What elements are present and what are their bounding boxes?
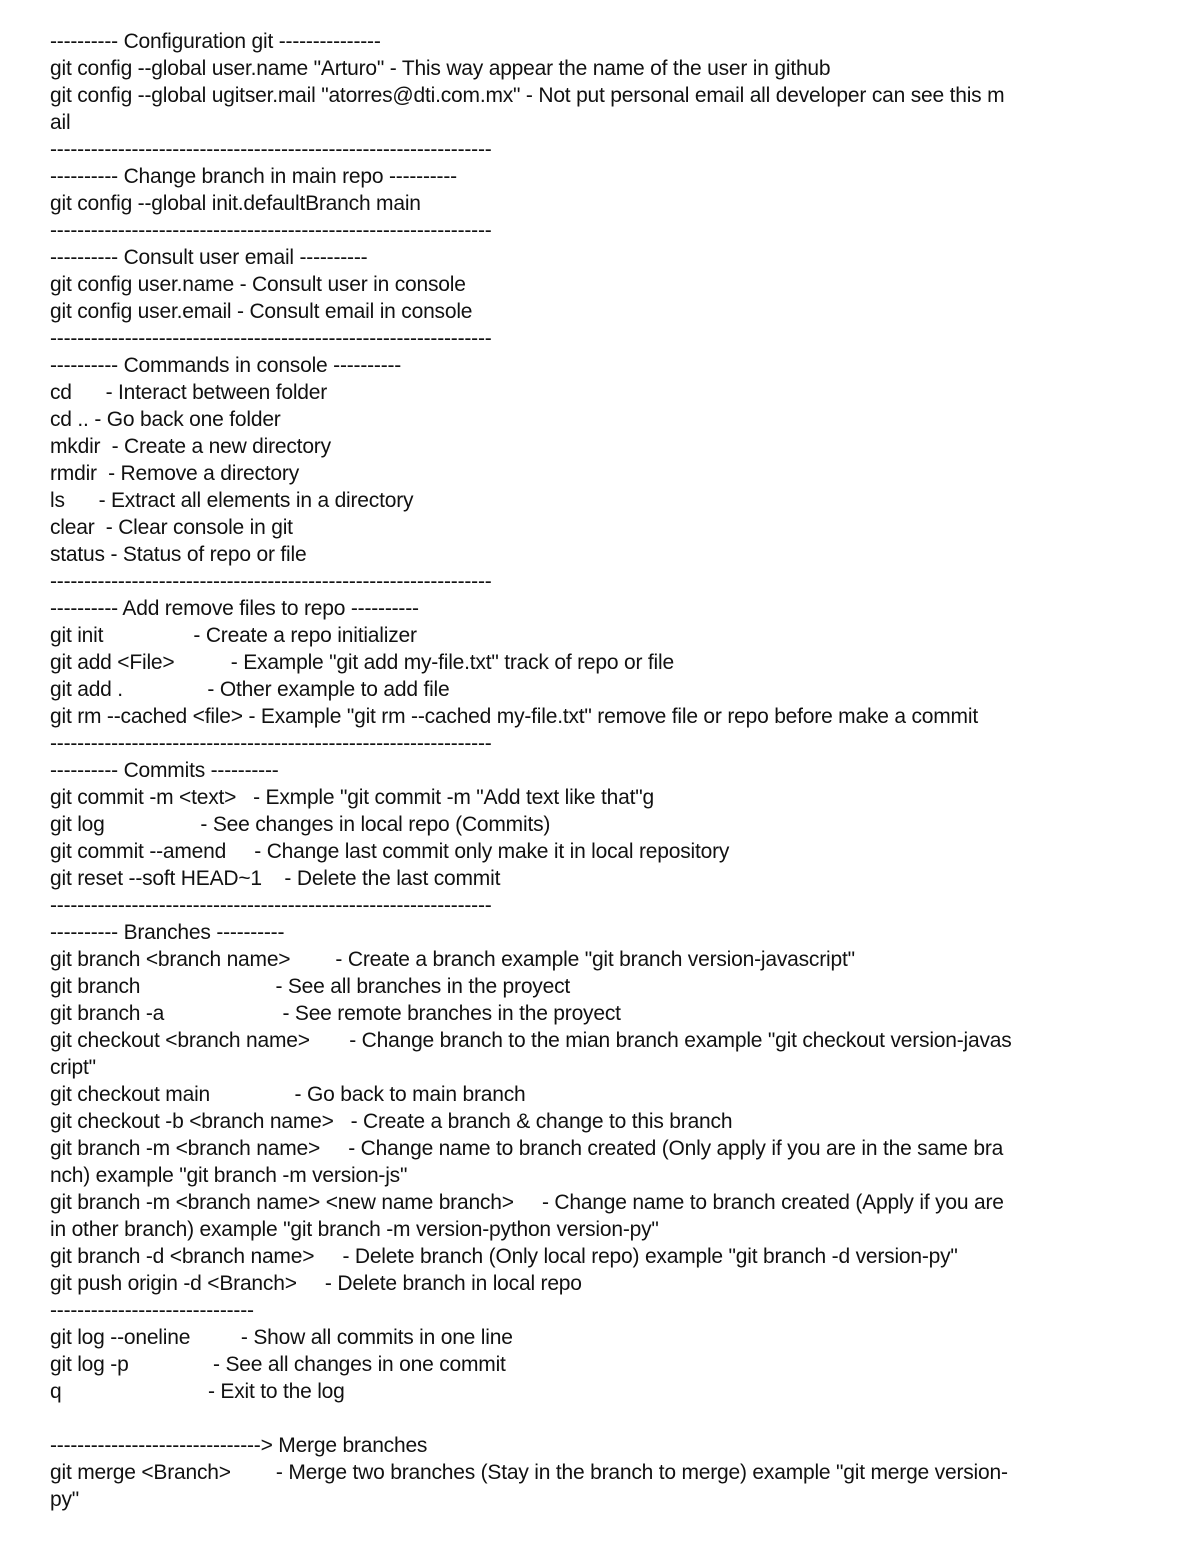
text-line: ---------- Change branch in main repo ---------- bbox=[50, 165, 457, 188]
text-line: ---------- Configuration git --------------- bbox=[50, 30, 381, 53]
text-line: ----------------------------------------------------------------- bbox=[50, 894, 492, 917]
text-line: git config --global ugitser.mail "atorres@dti.com.mx" - Not put personal email all developer can see this m bbox=[50, 84, 1005, 107]
text-line: git config user.email - Consult email in console bbox=[50, 300, 473, 323]
text-line: git checkout -b <branch name> - Create a branch & change to this branch bbox=[50, 1110, 733, 1133]
text-line: ---------- Branches ---------- bbox=[50, 921, 285, 944]
text-line: ----------------------------------------------------------------- bbox=[50, 219, 492, 242]
text-line bbox=[50, 1405, 1160, 1432]
text-line: rmdir - Remove a directory bbox=[50, 462, 299, 485]
text-line: git reset --soft HEAD~1 - Delete the last commit bbox=[50, 867, 501, 890]
text-line: git config --global user.name "Arturo" - This way appear the name of the user in github bbox=[50, 57, 831, 80]
text-line: git checkout <branch name> - Change branch to the mian branch example "git checkout version-javas bbox=[50, 1029, 1012, 1052]
text-line: ail bbox=[50, 111, 71, 134]
text-line: git push origin -d <Branch> - Delete branch in local repo bbox=[50, 1272, 582, 1295]
text-line: in other branch) example "git branch -m version-python version-py" bbox=[50, 1218, 659, 1241]
text-line: status - Status of repo or file bbox=[50, 543, 307, 566]
text-line: git branch - See all branches in the proyect bbox=[50, 975, 571, 998]
text-line: git commit -m <text> - Exmple "git commit -m "Add text like that"g bbox=[50, 786, 654, 809]
text-line: git branch <branch name> - Create a branch example "git branch version-javascript" bbox=[50, 948, 855, 971]
text-line: git merge <Branch> - Merge two branches (Stay in the branch to merge) example "git merge version- bbox=[50, 1461, 1008, 1484]
text-line: ---------- Commits ---------- bbox=[50, 759, 279, 782]
text-line: git init - Create a repo initializer bbox=[50, 624, 417, 647]
text-line: cd - Interact between folder bbox=[50, 381, 328, 404]
text-line: -------------------------------> Merge branches bbox=[50, 1434, 428, 1457]
text-line: git branch -m <branch name> <new name branch> - Change name to branch created (Apply if you are bbox=[50, 1191, 1004, 1214]
text-line: git branch -d <branch name> - Delete branch (Only local repo) example "git branch -d version-py" bbox=[50, 1245, 958, 1268]
text-line: cript" bbox=[50, 1056, 96, 1079]
text-line: git rm --cached <file> - Example "git rm --cached my-file.txt" remove file or repo before make a commit bbox=[50, 705, 978, 728]
text-line: ---------- Add remove files to repo ---------- bbox=[50, 597, 419, 620]
text-line: git commit --amend - Change last commit only make it in local repository bbox=[50, 840, 730, 863]
text-line: clear - Clear console in git bbox=[50, 516, 293, 539]
text-line: git add . - Other example to add file bbox=[50, 678, 450, 701]
text-line: ------------------------------ bbox=[50, 1299, 254, 1322]
text-line: ---------- Consult user email ---------- bbox=[50, 246, 368, 269]
text-line: ls - Extract all elements in a directory bbox=[50, 489, 414, 512]
text-line: git log --oneline - Show all commits in one line bbox=[50, 1326, 513, 1349]
text-line: git checkout main - Go back to main branch bbox=[50, 1083, 526, 1106]
text-line: nch) example "git branch -m version-js" bbox=[50, 1164, 408, 1187]
text-line: git branch -a - See remote branches in the proyect bbox=[50, 1002, 621, 1025]
text-line: git log - See changes in local repo (Commits) bbox=[50, 813, 551, 836]
text-line: cd .. - Go back one folder bbox=[50, 408, 281, 431]
text-line: ---------- Commands in console ---------- bbox=[50, 354, 402, 377]
text-line: ----------------------------------------------------------------- bbox=[50, 138, 492, 161]
text-line: git add <File> - Example "git add my-file.txt" track of repo or file bbox=[50, 651, 674, 674]
text-line: ----------------------------------------------------------------- bbox=[50, 732, 492, 755]
text-line: mkdir - Create a new directory bbox=[50, 435, 331, 458]
document-body bbox=[50, 28, 1160, 1513]
text-line: q - Exit to the log bbox=[50, 1380, 345, 1403]
text-line: git log -p - See all changes in one commit bbox=[50, 1353, 506, 1376]
text-line: git branch -m <branch name> - Change name to branch created (Only apply if you are in the same bra bbox=[50, 1137, 1004, 1160]
text-line: ----------------------------------------------------------------- bbox=[50, 570, 492, 593]
text-line: git config --global init.defaultBranch main bbox=[50, 192, 421, 215]
text-line: py" bbox=[50, 1488, 80, 1511]
text-line: git config user.name - Consult user in console bbox=[50, 273, 466, 296]
text-line: ----------------------------------------------------------------- bbox=[50, 327, 492, 350]
